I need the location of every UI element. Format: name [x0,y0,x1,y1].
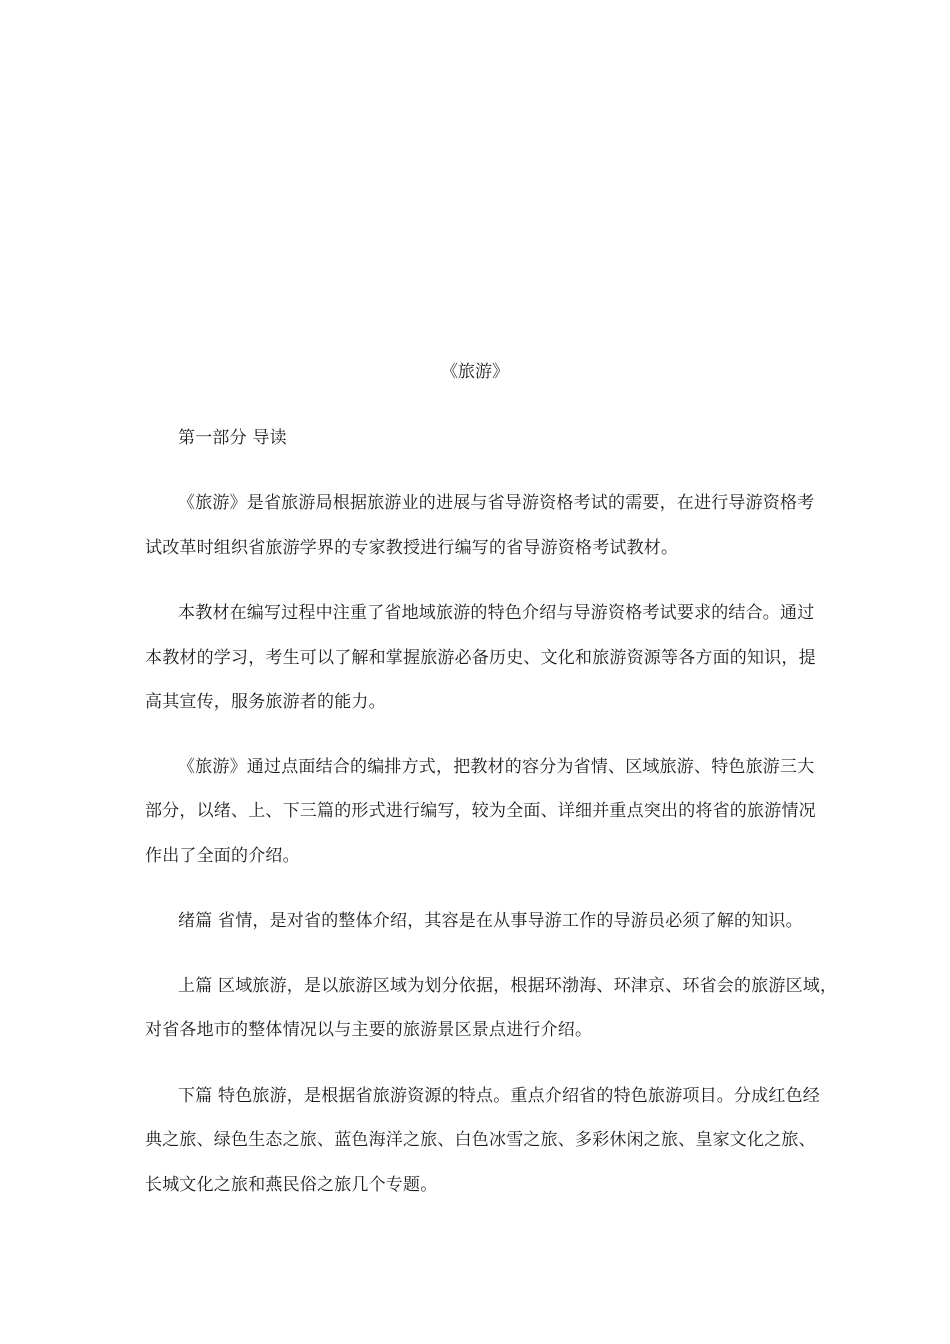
paragraph-line: 绪篇 省情，是对省的整体介绍，其容是在从事导游工作的导游员必须了解的知识。 [178,911,803,931]
paragraph-line: 高其宣传，服务旅游者的能力。 [145,692,386,712]
paragraph-line: 上篇 区域旅游，是以旅游区域为划分依据，根据环渤海、环津京、环省会的旅游区域， [178,976,838,996]
document-title: 《旅游》 [441,362,509,382]
paragraph-line: 本教材在编写过程中注重了省地域旅游的特色介绍与导游资格考试要求的结合。通过 [178,603,815,623]
paragraph-line: 试改革时组织省旅游学界的专家教授进行编写的省导游资格考试教材。 [145,538,679,558]
paragraph-line: 部分，以绪、上、下三篇的形式进行编写，较为全面、详细并重点突出的将省的旅游情况 [145,801,816,821]
paragraph-line: 对省各地市的整体情况以与主要的旅游景区景点进行介绍。 [145,1020,593,1040]
paragraph-line: 《旅游》是省旅游局根据旅游业的进展与省导游资格考试的需要，在进行导游资格考 [178,493,815,513]
paragraph-line: 作出了全面的介绍。 [145,846,300,866]
paragraph-line: 本教材的学习，考生可以了解和掌握旅游必备历史、文化和旅游资源等各方面的知识，提 [145,648,816,668]
section-heading: 第一部分 导读 [178,428,287,448]
paragraph-line: 典之旅、绿色生态之旅、蓝色海洋之旅、白色冰雪之旅、多彩休闲之旅、皇家文化之旅、 [145,1130,816,1150]
paragraph-line: 长城文化之旅和燕民俗之旅几个专题。 [145,1175,438,1195]
paragraph-line: 下篇 特色旅游，是根据省旅游资源的特点。重点介绍省的特色旅游项目。分成红色经 [178,1086,821,1106]
paragraph-line: 《旅游》通过点面结合的编排方式，把教材的容分为省情、区域旅游、特色旅游三大 [178,757,815,777]
